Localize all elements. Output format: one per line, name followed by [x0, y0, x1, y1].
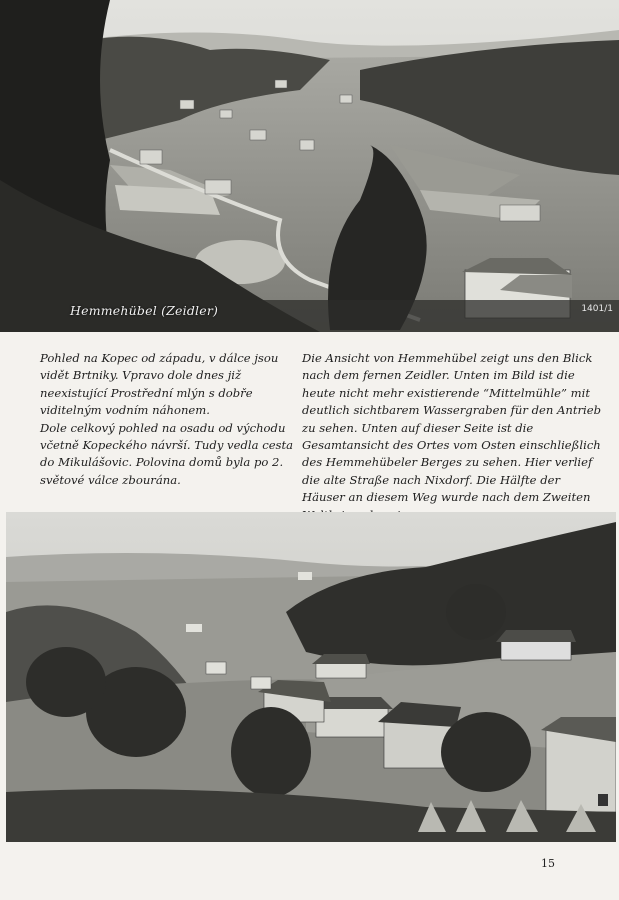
top-photo	[0, 0, 619, 332]
caption-czech-paragraph: Dole celkový pohled na osadu od východu včetně Kopeckého návrší. Tudy vedla cesta do Mikulášovic. Polovina domů byla po 2. světové válce zbourána.	[40, 420, 294, 487]
caption-german	[302, 350, 602, 524]
caption-czech-paragraph: Pohled na Kopec od západu, v dálce jsou vidět Brtniky. Vpravo dole dnes již neexistující Prostřední mlýn s dobře viditelným vodním náhonem.	[40, 351, 279, 418]
caption-czech	[40, 350, 295, 489]
photo-handwritten-caption: Hemmehübel (Zeidler)	[70, 303, 219, 318]
caption-german-paragraph: Die Ansicht von Hemmehübel zeigt uns den Blick nach dem fernen Zeidler. Unten im Bild ist die heute nicht mehr existierende “Mittelmühle” mit deutlich sichtbarem Wassergraben für den Antrieb zu sehen. Unten auf dieser Seite ist die Gesamtansicht des Ortes vom Osten einschließlich des Hemmehübeler Berges zu sehen. Hier verlief die alte Straße nach Nixdorf. Die Hälfte der Häuser an diesem Weg wurde nach dem Zweiten	[302, 351, 602, 505]
top-photo-landscape	[0, 0, 619, 332]
bottom-photo-landscape	[6, 512, 616, 842]
bottom-photo	[6, 512, 616, 842]
page-number: 15	[541, 857, 555, 870]
photo-plate-number: 1401/1	[581, 304, 613, 314]
